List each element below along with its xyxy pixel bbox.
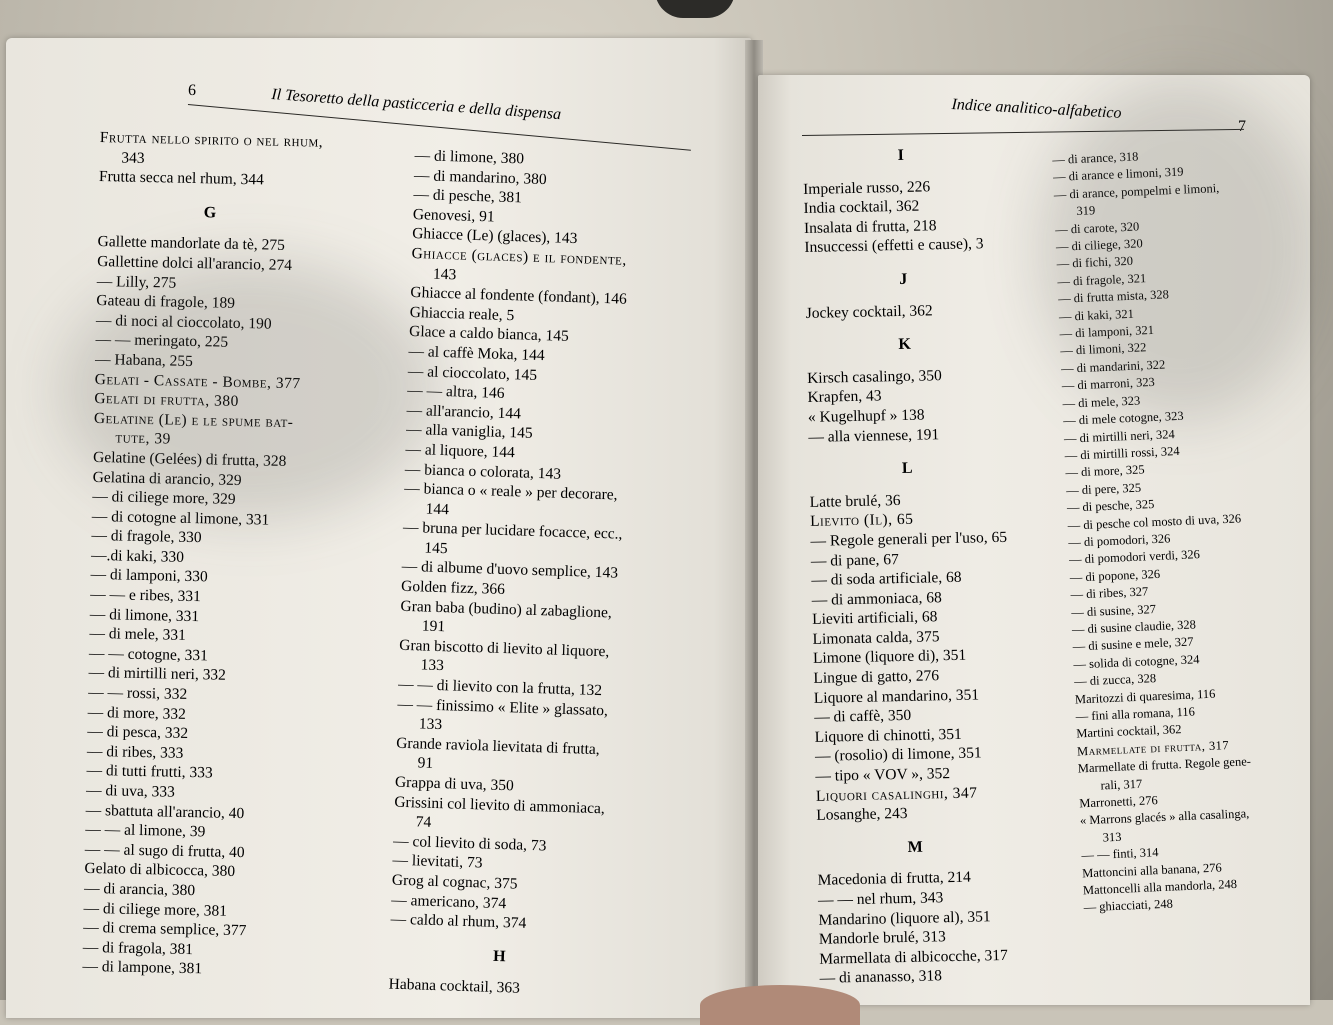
index-entry: Gallettine dolci all'arancio, 274 xyxy=(97,252,293,275)
index-entry: Mattoncelli alla mandorla, 248 xyxy=(1082,876,1238,898)
index-entry: « Kugelhupf » 138 xyxy=(807,406,925,426)
index-entry: — — al sugo di frutta, 40 xyxy=(84,840,245,861)
index-entry: — di popone, 326 xyxy=(1069,566,1161,585)
index-entry: — di uva, 333 xyxy=(85,781,175,801)
index-entry: Frutta secca nel rhum, 344 xyxy=(98,168,264,189)
index-entry: — di arance e limoni, 319 xyxy=(1052,164,1184,185)
index-entry: — di mirtilli neri, 324 xyxy=(1063,426,1175,446)
index-entry: Liquori casalinghi, 347 xyxy=(815,784,978,805)
index-entry: — — meringato, 225 xyxy=(95,331,229,352)
index-entry: — americano, 374 xyxy=(391,891,507,912)
index-entry: — di susine claudie, 328 xyxy=(1071,617,1197,637)
index-entry: — alla viennese, 191 xyxy=(808,425,940,446)
index-entry: Grissini col lievito di ammoniaca, xyxy=(394,793,606,817)
index-entry: — ghiacciati, 248 xyxy=(1083,897,1174,915)
index-entry: Gelati - Cassate - Bombe, 377 xyxy=(94,370,301,392)
index-entry: — di noci al cioccolato, 190 xyxy=(95,311,272,333)
index-entry: — di more, 332 xyxy=(87,703,187,723)
index-entry: Frutta nello spirito o nel rhum, xyxy=(99,128,324,151)
index-entry: — di marroni, 323 xyxy=(1061,375,1156,394)
index-entry: Gateau di fragole, 189 xyxy=(96,292,236,313)
index-entry: Mandorle brulé, 313 xyxy=(818,928,947,949)
index-entry: — di ciliege, 320 xyxy=(1055,236,1143,254)
index-entry: — di fichi, 320 xyxy=(1056,254,1134,272)
index-entry: — di cotogne al limone, 331 xyxy=(91,507,270,529)
index-entry: — di mele cotogne, 323 xyxy=(1062,408,1184,428)
index-entry: Lingue di gatto, 276 xyxy=(813,667,940,687)
index-entry: Gelatine (Le) e le spume bat- xyxy=(93,409,294,431)
section-letter: J xyxy=(899,270,908,288)
index-entry: — — di lievito con la frutta, 132 xyxy=(397,675,603,700)
index-entry: Latte brulé, 36 xyxy=(809,491,901,511)
index-entry: — — finissimo « Elite » glassato, xyxy=(397,695,609,719)
section-letter: H xyxy=(492,947,506,965)
index-entry: — fini alla romana, 116 xyxy=(1075,704,1196,724)
index-entry: — — nel rhum, 343 xyxy=(817,889,944,909)
index-entry: « Marrons glacés » alla casalinga, xyxy=(1079,806,1250,828)
index-entry: Limonata calda, 375 xyxy=(812,628,940,648)
index-entry: — di pesche, 325 xyxy=(1066,497,1155,515)
index-entry: Glace a caldo bianca, 145 xyxy=(408,323,570,346)
index-entry: Grog al cognac, 375 xyxy=(391,871,518,893)
index-entry: Imperiale russo, 226 xyxy=(802,177,931,198)
index-entry: — al liquore, 144 xyxy=(405,440,516,462)
index-entry: — col lievito di soda, 73 xyxy=(392,832,547,855)
index-entry: — di limone, 380 xyxy=(414,146,525,168)
index-entry: — di lamponi, 330 xyxy=(90,566,208,586)
index-entry: Limone (liquore di), 351 xyxy=(812,647,967,668)
index-entry: — di tutti frutti, 333 xyxy=(86,762,213,782)
index-entry: — di ananasso, 318 xyxy=(819,967,943,988)
index-entry: 343 xyxy=(121,149,145,167)
index-entry: — — rossi, 332 xyxy=(87,683,188,703)
index-entry: — di mele, 331 xyxy=(89,625,187,645)
shadow-right xyxy=(1040,80,1320,420)
index-entry: — di pomodori verdi, 326 xyxy=(1068,547,1201,567)
index-entry: Golden fizz, 366 xyxy=(400,577,506,599)
index-entry: — di ammoniaca, 68 xyxy=(811,588,942,609)
index-entry: — di soda artificiale, 68 xyxy=(811,568,962,589)
index-entry: — — finti, 314 xyxy=(1081,845,1159,863)
index-entry: 143 xyxy=(432,265,457,283)
index-entry: — di limone, 331 xyxy=(89,605,200,625)
index-entry: Lievito (Il), 65 xyxy=(809,511,914,531)
index-entry: — lievitati, 73 xyxy=(392,852,483,872)
index-entry: — di mandarini, 322 xyxy=(1060,357,1166,376)
index-entry: — di arance, 318 xyxy=(1052,149,1139,167)
index-entry: Gelatine (Gelées) di frutta, 328 xyxy=(92,448,287,470)
index-entry: Mandarino (liquore al), 351 xyxy=(818,907,991,929)
index-entry: — bianca o colorata, 143 xyxy=(404,460,562,483)
index-entry: Grande raviola lievitata di frutta, xyxy=(395,734,600,758)
index-entry: 144 xyxy=(425,500,450,518)
index-entry: Marronetti, 276 xyxy=(1079,793,1158,811)
index-entry: — Habana, 255 xyxy=(94,350,194,370)
index-entry: India cocktail, 362 xyxy=(803,197,920,218)
index-entry: —.di kaki, 330 xyxy=(90,546,185,566)
index-entry: 133 xyxy=(420,656,445,675)
section-letter: I xyxy=(897,146,905,165)
index-entry: Habana cocktail, 363 xyxy=(388,975,521,998)
index-entry: — di caffè, 350 xyxy=(814,707,912,727)
index-entry: — di albume d'uovo semplice, 143 xyxy=(401,558,619,583)
index-entry: Marmellate di frutta. Regole gene- xyxy=(1077,754,1252,776)
index-entry: Ghiacce al fondente (fondant), 146 xyxy=(410,284,628,308)
index-entry: Gran biscotto di lievito al liquore, xyxy=(399,636,610,661)
index-entry: — — e ribes, 331 xyxy=(90,585,202,606)
index-entry: Kirsch casalingo, 350 xyxy=(806,366,942,387)
index-entry: — di more, 325 xyxy=(1065,462,1145,481)
index-entry: — di ribes, 327 xyxy=(1070,584,1149,602)
index-entry: — di pere, 325 xyxy=(1065,480,1142,498)
index-entry: Marmellata di albicocche, 317 xyxy=(819,946,1008,968)
right-page-number: 7 xyxy=(1238,118,1246,135)
shadow-left xyxy=(60,260,440,520)
index-entry: Ghiaccia reale, 5 xyxy=(409,303,515,324)
thumb xyxy=(700,985,860,1025)
index-entry: Grappa di uva, 350 xyxy=(394,773,515,795)
index-entry: — di fragole, 321 xyxy=(1057,271,1147,289)
index-entry: — di fragole, 330 xyxy=(91,527,202,547)
index-entry: 145 xyxy=(424,539,448,558)
index-entry: 91 xyxy=(417,754,434,773)
index-entry: Losanghe, 243 xyxy=(816,805,908,825)
index-entry: Gelato di albicocca, 380 xyxy=(84,860,236,881)
section-letter: M xyxy=(907,838,923,856)
index-entry: — — altra, 146 xyxy=(407,382,505,403)
index-entry: Lieviti artificiali, 68 xyxy=(811,608,938,629)
index-entry: — all'arancio, 144 xyxy=(406,401,522,423)
index-entry: — di ciliege more, 381 xyxy=(83,899,228,920)
index-entry: Krapfen, 43 xyxy=(807,387,882,407)
section-letter: L xyxy=(901,459,913,478)
index-entry: Liquore di chinotti, 351 xyxy=(814,725,963,746)
index-entry: Marmellate di frutta, 317 xyxy=(1076,737,1230,759)
index-entry: — di susine, 327 xyxy=(1070,601,1157,620)
bottle-cap xyxy=(655,0,735,18)
index-entry: — di mele, 323 xyxy=(1062,393,1141,411)
index-entry: — al cioccolato, 145 xyxy=(407,362,538,384)
index-entry: — di pomodori, 326 xyxy=(1068,531,1171,550)
section-letter: K xyxy=(898,335,912,354)
index-entry: Ghiacce (Le) (glaces), 143 xyxy=(411,225,578,248)
index-entry: Gallette mandorlate da tè, 275 xyxy=(97,233,285,255)
right-running-head: Indice analitico-alfabetico xyxy=(951,96,1122,122)
left-column-2 xyxy=(388,146,634,1001)
index-entry: 133 xyxy=(418,715,443,734)
index-entry: — di carote, 320 xyxy=(1054,219,1140,237)
index-entry: 74 xyxy=(415,813,432,832)
left-running-head: Il Tesoretto della pasticceria e della dispensa xyxy=(270,86,562,124)
index-entry: — di lampone, 381 xyxy=(82,958,203,978)
index-entry: — di ribes, 333 xyxy=(86,742,184,762)
index-entry: — di mirtilli rossi, 324 xyxy=(1064,443,1180,463)
index-entry: Gelati di frutta, 380 xyxy=(94,390,239,411)
index-entry: — Regole generali per l'uso, 65 xyxy=(810,528,1008,550)
index-entry: — bianca o « reale » per decorare, xyxy=(403,479,618,504)
index-entry: Macedonia di frutta, 214 xyxy=(817,869,972,890)
index-entry: — al caffè Moka, 144 xyxy=(408,342,545,365)
index-entry: rali, 317 xyxy=(1100,776,1143,793)
index-entry: — di arance, pompelmi e limoni, xyxy=(1053,180,1220,202)
index-entry: tute, 39 xyxy=(115,429,172,448)
index-entry: — di pesche col mosto di uva, 326 xyxy=(1067,510,1242,533)
index-entry: Maritozzi di quaresima, 116 xyxy=(1074,686,1216,707)
index-entry: — solida di cotogne, 324 xyxy=(1073,652,1200,672)
section-letter: G xyxy=(203,203,217,222)
index-entry: — di limoni, 322 xyxy=(1060,340,1147,359)
index-entry: — di crema semplice, 377 xyxy=(83,918,247,940)
right-column-1 xyxy=(802,130,1016,989)
index-entry: Mattoncini alla banana, 276 xyxy=(1081,860,1222,881)
index-entry: — caldo al rhum, 374 xyxy=(390,910,527,933)
index-entry: — di mirtilli neri, 332 xyxy=(88,664,227,685)
index-entry: — di pesche, 381 xyxy=(413,186,523,207)
index-entry: Jockey cocktail, 362 xyxy=(805,301,933,322)
index-entry: — bruna per lucidare focacce, ecc., xyxy=(402,519,623,543)
index-entry: — Lilly, 275 xyxy=(96,272,177,292)
index-entry: — — al limone, 39 xyxy=(85,821,206,841)
index-entry: — tipo « VOV », 352 xyxy=(815,765,951,785)
index-entry: Insalata di frutta, 218 xyxy=(803,216,937,237)
index-entry: — di pane, 67 xyxy=(810,550,899,570)
index-entry: 191 xyxy=(421,617,446,636)
index-entry: — — cotogne, 331 xyxy=(88,644,208,665)
index-entry: — di ciliege more, 329 xyxy=(92,488,236,509)
index-entry: — di mandarino, 380 xyxy=(413,166,547,188)
index-entry: 313 xyxy=(1102,829,1122,845)
index-entry: — di pesca, 332 xyxy=(87,723,189,743)
index-entry: — di kaki, 321 xyxy=(1058,306,1135,324)
index-entry: — sbattuta all'arancio, 40 xyxy=(85,801,245,822)
left-column-1 xyxy=(82,128,323,981)
index-entry: — alla vaniglia, 145 xyxy=(405,421,533,443)
index-entry: — di susine e mele, 327 xyxy=(1072,634,1194,654)
left-page-number: 6 xyxy=(187,81,197,100)
index-entry: Liquore al mandarino, 351 xyxy=(813,686,980,707)
index-entry: Gelatina di arancio, 329 xyxy=(92,468,242,489)
index-entry: — di fragola, 381 xyxy=(82,938,194,958)
index-entry: — di frutta mista, 328 xyxy=(1057,287,1170,307)
index-entry: Genovesi, 91 xyxy=(412,205,495,226)
index-entry: — (rosolio) di limone, 351 xyxy=(814,744,982,766)
index-entry: — di zucca, 328 xyxy=(1073,671,1157,689)
index-entry: Ghiacce (glaces) e il fondente, xyxy=(411,244,628,269)
index-entry: Insuccessi (effetti e cause), 3 xyxy=(804,235,984,257)
index-entry: Martini cocktail, 362 xyxy=(1076,722,1182,741)
index-entry: 319 xyxy=(1076,203,1096,219)
index-entry: — di arancia, 380 xyxy=(83,879,196,900)
index-entry: — di lamponi, 321 xyxy=(1059,322,1155,341)
index-entry: Gran baba (budino) al zabaglione, xyxy=(400,597,613,622)
